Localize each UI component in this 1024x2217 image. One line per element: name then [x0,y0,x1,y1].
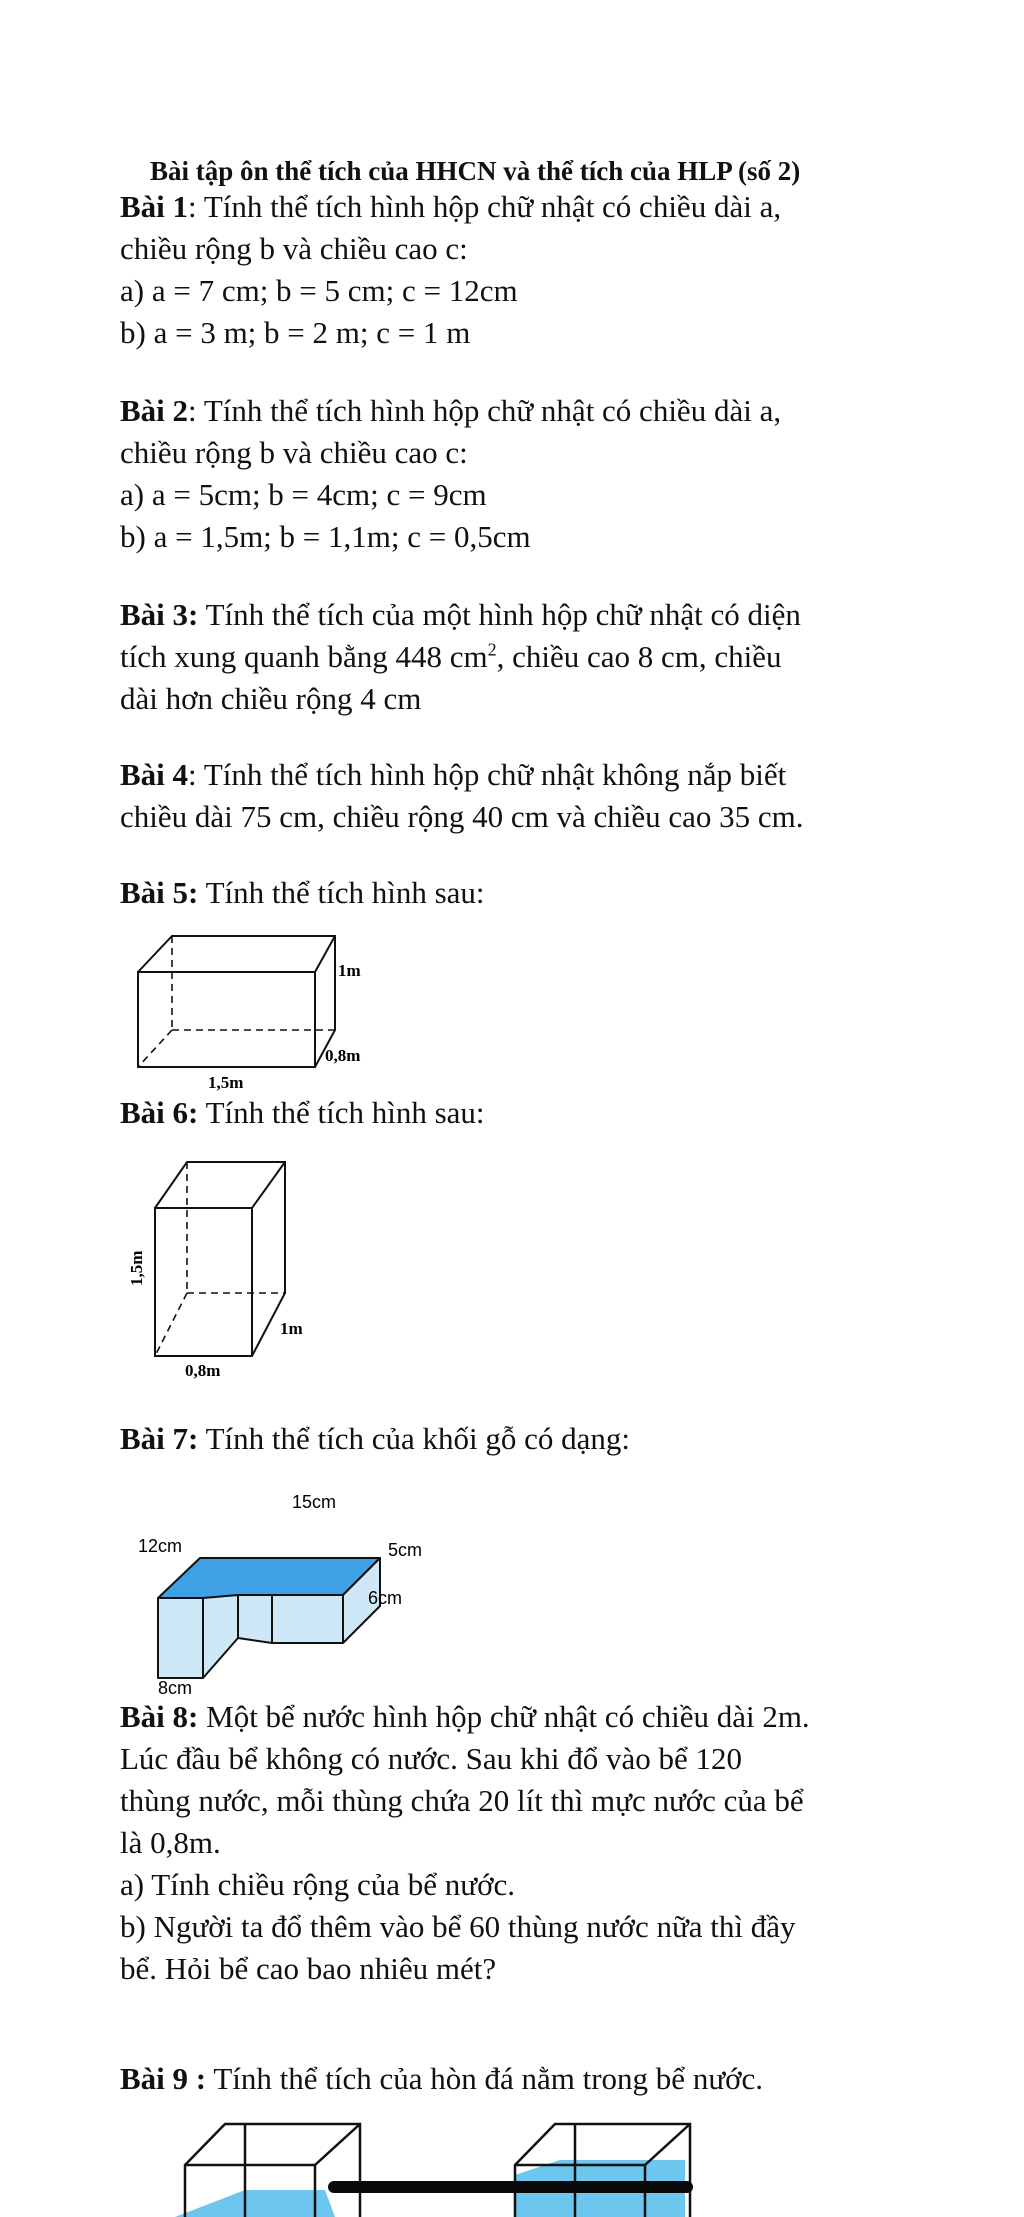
exercise-8-line-2: Lúc đầu bể không có nước. Sau khi đổ vào bể 120 [120,1741,743,1776]
fig7-left-label: 12cm [138,1536,183,1556]
exercise-1-line-2: chiều rộng b và chiều cao c: [120,231,468,266]
fig5-front-face [138,972,315,1067]
fig7-bottom-label: 8cm [158,1678,193,1698]
exercise-9-label: Bài 9 : [120,2061,207,2096]
fig6-length-label: 0,8m [185,1361,221,1380]
exercise-2-line-4: b) a = 1,5m; b = 1,1m; c = 0,5cm [120,519,531,554]
fig7-front-right-face [272,1595,343,1643]
exercise-5 [120,872,920,914]
page-title: Bài tập ôn thể tích của HHCN và thể tích của HLP (số 2) [150,156,801,186]
exercise-8-label: Bài 8: [120,1699,199,1734]
exercise-8-line-3: thùng nước, mỗi thùng chứa 20 lít thì mực nước của bể [120,1783,804,1818]
fig6-back-edges [155,1162,285,1356]
exercise-3-line-1: Tính thể tích của một hình hộp chữ nhật có diện [198,597,801,632]
exercise-7 [120,1418,920,1460]
exercise-6-text: Tính thể tích hình sau: [198,1095,485,1130]
fig5-width-label: 0,8m [325,1046,361,1065]
exercise-6-label: Bài 6: [120,1095,199,1130]
exercise-3-line-3: dài hơn chiều rộng 4 cm [120,681,422,716]
exercise-8-line-6: b) Người ta đổ thêm vào bể 60 thùng nước nữa thì đầy [120,1909,796,1944]
exercise-1-line-3: a) a = 7 cm; b = 5 cm; c = 12cm [120,273,518,308]
exercise-9 [120,2058,920,2100]
exercise-3-superscript: 2 [487,639,497,660]
exercise-3-label: Bài 3: [120,597,199,632]
exercise-1-label: Bài 1 [120,189,189,224]
exercise-8-line-5: a) Tính chiều rộng của bể nước. [120,1867,516,1902]
exercise-3-line-2a: tích xung quanh bằng 448 cm [120,639,488,674]
fig7-right-height-label: 6cm [368,1588,403,1608]
exercise-8-line-7: bể. Hỏi bể cao bao nhiêu mét? [120,1951,497,1986]
exercise-7-label: Bài 7: [120,1421,199,1456]
fig5-top-right-edge [315,936,335,972]
fig5-height-label: 1m [338,961,361,980]
exercise-2-line-1: : Tính thể tích hình hộp chữ nhật có chiều dài a, [188,393,782,428]
exercise-3-line-2b: , chiều cao 8 cm, chiều [496,639,782,674]
fig7-right-depth-label: 5cm [388,1540,423,1560]
exercise-4-line-1: : Tính thể tích hình hộp chữ nhật không nắp biết [188,757,787,792]
exercise-2-label: Bài 2 [120,393,189,428]
fig9-tank-right [515,2124,690,2217]
fig6-hidden-edges [155,1162,285,1356]
exercise-1-line-1: : Tính thể tích hình hộp chữ nhật có chiều dài a, [188,189,782,224]
fig5-hidden-edges [138,936,335,1067]
fig7-step-face [238,1595,272,1643]
exercise-2-line-2: chiều rộng b và chiều cao c: [120,435,468,470]
exercise-8 [120,1696,920,1990]
exercise-2 [120,390,920,558]
exercise-5-label: Bài 5: [120,875,199,910]
exercise-6 [120,1092,920,1134]
fig9-tank-left [175,2124,360,2217]
fig7-top-label: 15cm [292,1492,337,1512]
figure-7-wood-block [130,1490,450,1698]
exercise-4 [120,754,920,838]
exercise-2-line-3: a) a = 5cm; b = 4cm; c = 9cm [120,477,487,512]
exercise-8-line-4: là 0,8m. [120,1825,221,1860]
exercise-9-text: Tính thể tích của hòn đá nằm trong bể nước. [206,2061,764,2096]
exercise-4-line-2: chiều dài 75 cm, chiều rộng 40 cm và chiều cao 35 cm. [120,799,804,834]
home-indicator[interactable] [328,2181,693,2193]
exercise-1-line-4: b) a = 3 m; b = 2 m; c = 1 m [120,315,471,350]
fig7-inner-side-face [203,1595,238,1678]
fig6-height-label: 1,5m [127,1250,146,1286]
exercise-4-label: Bài 4 [120,757,189,792]
fig6-width-label: 1m [280,1319,303,1338]
fig7-front-left-face [158,1598,203,1678]
fig5-back-edges [138,936,335,1067]
exercise-1 [120,186,920,354]
exercise-3 [120,594,920,720]
exercise-8-line-1: Một bể nước hình hộp chữ nhật có chiều dài 2m. [198,1699,810,1734]
figure-5-box [130,930,390,1095]
figure-6-box [125,1158,345,1388]
fig6-front-face [155,1208,252,1356]
fig9-left-water [175,2190,335,2217]
fig6-top-right-edge [252,1162,285,1208]
figure-9-tanks [175,2120,715,2217]
fig5-length-label: 1,5m [208,1073,244,1092]
exercise-5-text: Tính thể tích hình sau: [198,875,485,910]
exercise-7-text: Tính thể tích của khối gỗ có dạng: [198,1421,630,1456]
